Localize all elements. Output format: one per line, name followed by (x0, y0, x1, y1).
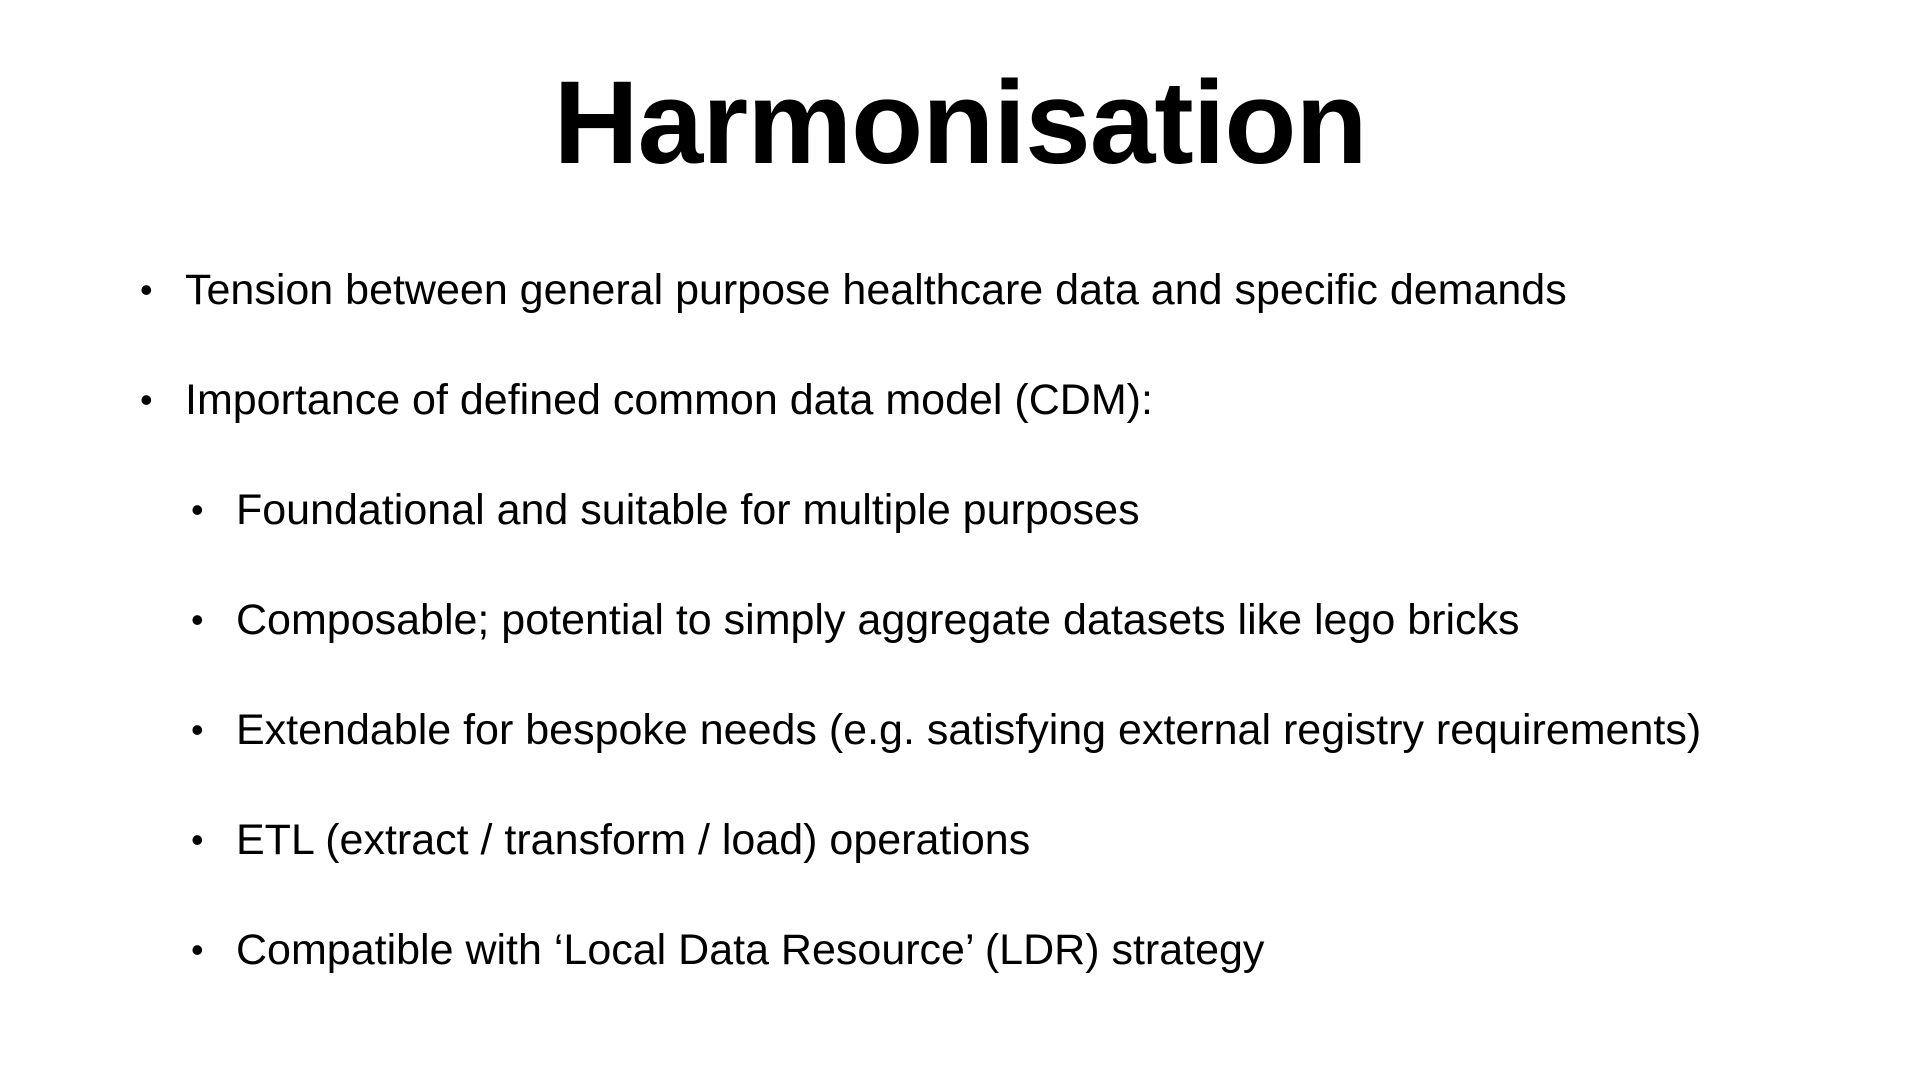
bullet-icon: • (140, 269, 153, 310)
bullet-icon: • (191, 489, 204, 530)
bullet-text: Extendable for bespoke needs (e.g. satisfying external registry requirements) (236, 706, 1702, 754)
sub-bullet-item (191, 924, 1265, 976)
sub-bullet-item (191, 704, 1702, 756)
bullet-text: Compatible with ‘Local Data Resource’ (LDR) strategy (236, 926, 1265, 974)
sub-bullet-item (191, 814, 1031, 866)
bullet-text: Importance of defined common data model (CDM): (185, 376, 1153, 424)
bullet-text: Composable; potential to simply aggregate datasets like lego bricks (236, 596, 1520, 644)
bullet-text: Foundational and suitable for multiple purposes (236, 486, 1140, 534)
bullet-icon: • (191, 929, 204, 970)
bullet-text: Tension between general purpose healthcare data and specific demands (185, 266, 1567, 314)
slide-title: Harmonisation (553, 57, 1367, 189)
bullet-icon: • (140, 379, 153, 420)
sub-bullet-item (191, 594, 1520, 646)
bullet-icon: • (191, 599, 204, 640)
bullet-item (140, 374, 1153, 426)
bullet-icon: • (191, 709, 204, 750)
bullet-item (140, 264, 1567, 316)
sub-bullet-item (191, 484, 1140, 536)
bullet-icon: • (191, 819, 204, 860)
bullet-text: ETL (extract / transform / load) operations (236, 816, 1031, 864)
